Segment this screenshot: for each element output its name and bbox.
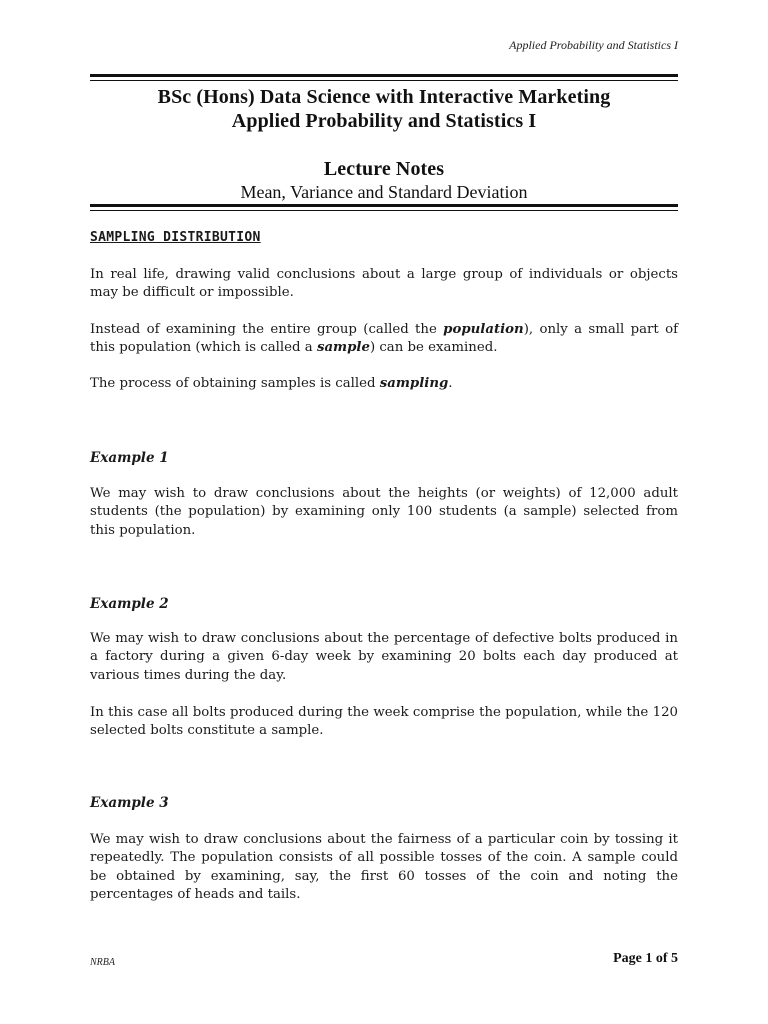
population-term: population xyxy=(443,322,524,337)
example-1-paragraph: We may wish to draw conclusions about the heights (or weights) of 12,000 adult students (the population) by examining only 100 students (a sample) selected from this population. xyxy=(90,486,678,538)
sampling-paragraph: The process of obtaining samples is called sampling. xyxy=(90,376,453,391)
bottom-divider xyxy=(90,204,678,211)
sampling-term: sampling xyxy=(379,376,449,391)
course-title: BSc (Hons) Data Science with Interactive Marketing xyxy=(157,86,611,108)
example-2-paragraph-2: In this case all bolts produced during the week comprise the population, while the 120 selected bolts constitute a sample. xyxy=(90,705,678,739)
module-title: Applied Probability and Statistics I xyxy=(231,110,537,132)
top-divider xyxy=(90,74,678,81)
example-2-paragraph-1: We may wish to draw conclusions about the percentage of defective bolts produced in a factory during a given 6-day week by examining 20 bolts each day produced at various times during the day. xyxy=(90,631,678,683)
intro-paragraph: In real life, drawing valid conclusions about a large group of individuals or objects may be difficult or impossible. xyxy=(90,267,678,301)
population-paragraph: Instead of examining the entire group (called the population), only a small part of this population (which is called a sample) can be examined. xyxy=(90,322,678,356)
lecture-subtitle: Mean, Variance and Standard Deviation xyxy=(240,182,528,202)
lecture-notes-title: Lecture Notes xyxy=(323,158,445,180)
sample-term: sample xyxy=(316,340,370,356)
example-3-heading: Example 3 xyxy=(90,795,169,811)
footer-author: NRBA xyxy=(90,957,115,968)
section-heading: SAMPLING DISTRIBUTION xyxy=(90,230,261,245)
page-number: Page 1 of 5 xyxy=(613,951,678,966)
example-1-heading: Example 1 xyxy=(90,450,169,466)
example-2-heading: Example 2 xyxy=(90,596,169,612)
example-3-paragraph: We may wish to draw conclusions about the fairness of a particular coin by tossing it repeatedly. The population consists of all possible tosses of the coin. A sample could be obtained by examining, say, the first 60 tosses of the coin and noting the percentages of heads and tails. xyxy=(90,832,678,903)
running-header: Applied Probability and Statistics I xyxy=(509,38,678,52)
